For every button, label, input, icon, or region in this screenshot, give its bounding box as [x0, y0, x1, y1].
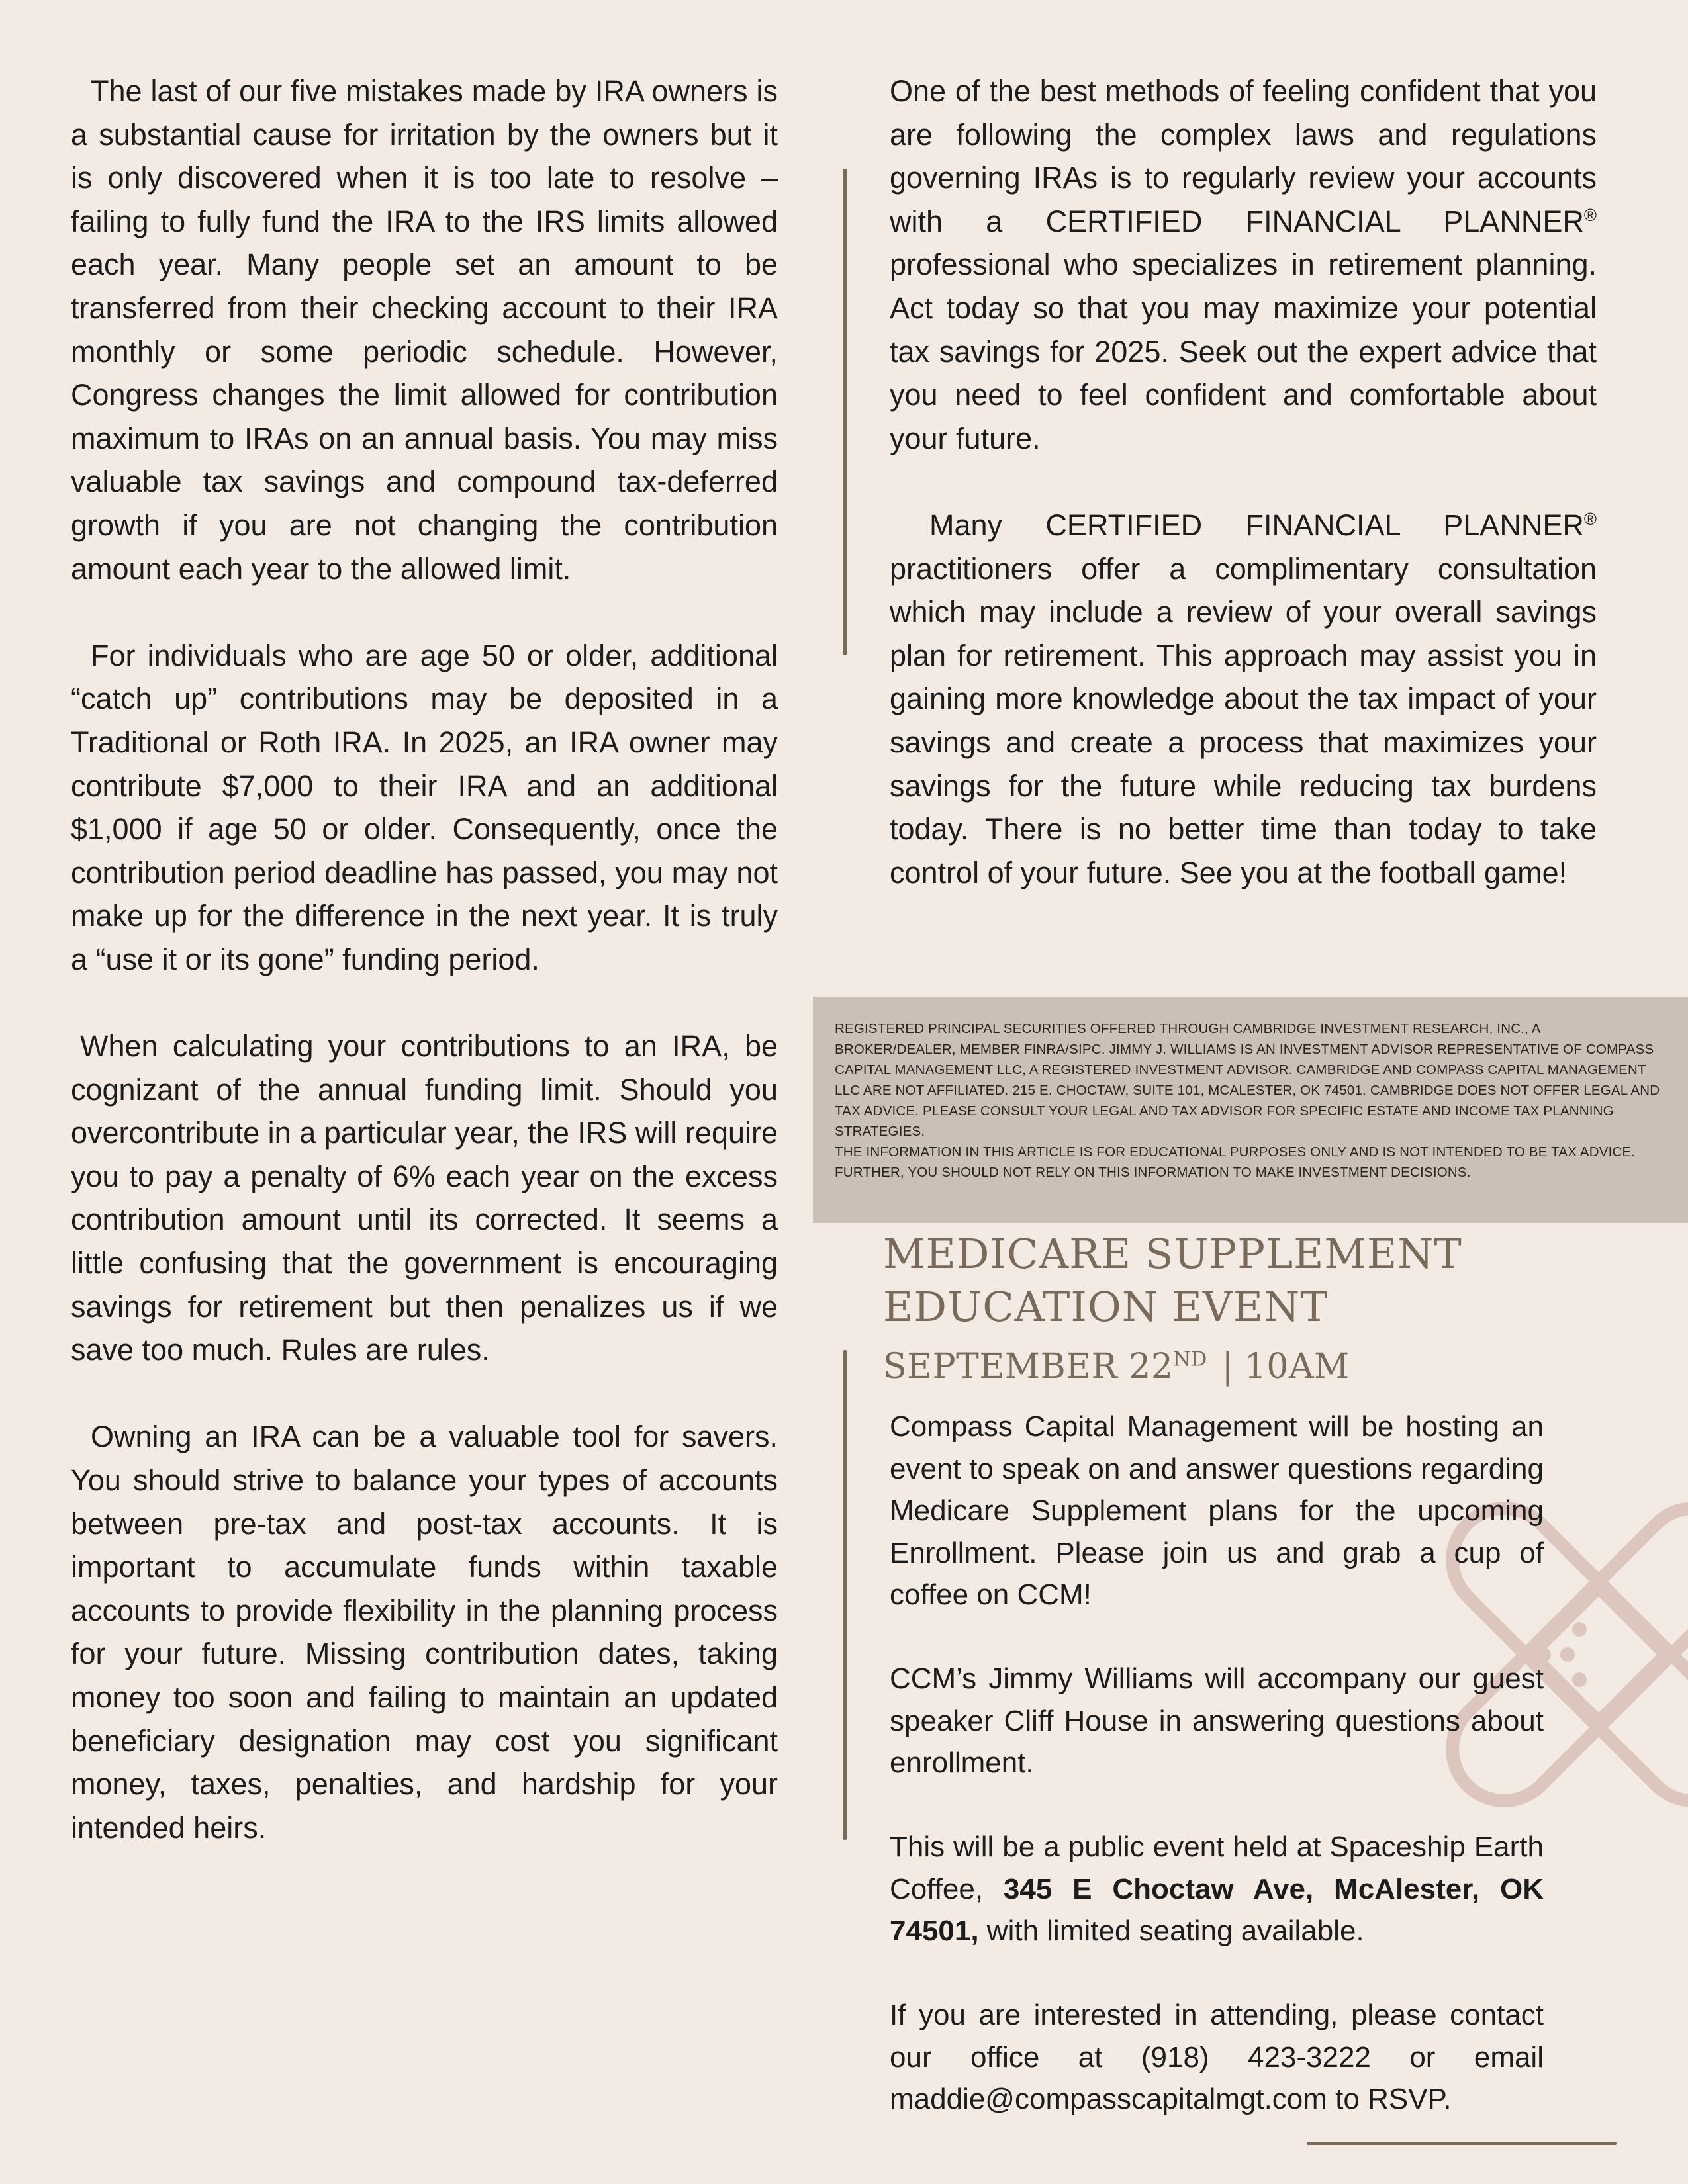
- article-paragraph-5: One of the best methods of feeling confident that you are following the complex laws and regulations governing IRAs is to regularly review your accounts with a CERTIFIED FINANCIAL PLANNER® professional who specializes in retirement planning. Act today so that you may maximize your potential tax savings for 2025. Seek out the expert advice that you need to feel confident and comfortable about your future.: [890, 74, 1597, 455]
- event-paragraph-4: If you are interested in attending, please contact our office at (918) 423-3222 or email maddie@compasscapitalmgt.com to RSVP.: [890, 1999, 1544, 2115]
- disclaimer-box: [813, 997, 1688, 1223]
- accent-bar-bottom: [843, 1350, 847, 1840]
- article-paragraph-1: The last of our five mistakes made by IRA owners is a substantial cause for irritation by the owners but it is only discovered when it is too late to resolve – failing to fully fund the IRA to the IRS limits allowed each year. Many people set an amount to be transferred from their checking account to their IRA monthly or some periodic schedule. However, Congress changes the limit allowed for contribution maximum to IRAs on an annual basis. You may miss valuable tax savings and compound tax-deferred growth if you are not changing the contribution amount each year to the allowed limit.: [71, 74, 778, 586]
- event-paragraph-1: Compass Capital Management will be hosting an event to speak on and answer questions regarding Medicare Supplement plans for the upcoming Enrollment. Please join us and grab a cup of coffee on CCM!: [890, 1410, 1544, 1611]
- event-body: [890, 1406, 1544, 2162]
- article-paragraph-2: For individuals who are age 50 or older, additional “catch up” contributions may be deposited in a Traditional or Roth IRA. In 2025, an IRA owner may contribute $7,000 to their IRA and an additional $1,000 if age 50 or older. Consequently, once the contribution period deadline has passed, you may not make up for the difference in the next year. It is truly a “use it or its gone” funding period.: [71, 638, 778, 976]
- disclaimer-text: REGISTERED PRINCIPAL SECURITIES OFFERED THROUGH CAMBRIDGE INVESTMENT RESEARCH, INC., A BROKER/DEALER, MEMBER FINRA/SIPC. JIMMY J. WILLIAMS IS AN INVESTMENT ADVISOR REPRESENTATIVE OF COMPASS CAPITAL MANAGEMENT LLC, A REGISTERED INVESTMENT ADVISOR. CAMBRIDGE AND COMPASS CAPITAL MANAGEMENT LLC ARE NOT AFFILIATED. 215 E. CHOCTAW, SUITE 101, MCALESTER, OK 74501. CAMBRIDGE DOES NOT OFFER LEGAL AND TAX ADVICE. PLEASE CONSULT YOUR LEGAL AND TAX ADVISOR FOR SPECIFIC ESTATE AND INCOME TAX PLANNING STRATEGIES.: [835, 1021, 1660, 1139]
- article-paragraph-6: Many CERTIFIED FINANCIAL PLANNER® practitioners offer a complimentary consultation which may include a review of your overall savings plan for retirement. This approach may assist you in gaining more knowledge about the tax impact of your savings and create a process that maximizes your savings for the future while reducing tax burdens today. There is no better time than today to take control of your future. See you at the football game!: [890, 508, 1597, 889]
- left-column: [71, 69, 778, 1893]
- article-paragraph-3: When calculating your contributions to an IRA, be cognizant of the annual funding limit. Should you overcontribute in a particular year, the IRS will require you to pay a penalty of 6% each year on the excess contribution amount until its corrected. It seems a little confusing that the government is encouraging savings for retirement but then penalizes us if we save too much. Rules are rules.: [71, 1029, 778, 1367]
- event-date: SEPTEMBER 22ND | 10AM: [883, 1347, 1350, 1387]
- event-paragraph-2: CCM’s Jimmy Williams will accompany our guest speaker Cliff House in answering questions about enrollment.: [890, 1662, 1544, 1779]
- event-address: 345 E Choctaw Ave, McAlester, OK 74501,: [890, 1872, 1544, 1947]
- article-paragraph-4: Owning an IRA can be a valuable tool for savers. You should strive to balance your types of accounts between pre-tax and post-tax accounts. It is important to accumulate funds within taxable accounts to provide flexibility in the planning process for your future. Missing contribution dates, taking money too soon and failing to maintain an updated beneficiary designation may cost you significant money, taxes, penalties, and hardship for your intended heirs.: [71, 1420, 778, 1844]
- disclaimer-text-2: THE INFORMATION IN THIS ARTICLE IS FOR EDUCATIONAL PURPOSES ONLY AND IS NOT INTENDED TO BE TAX ADVICE. FURTHER, YOU SHOULD NOT RELY ON THIS INFORMATION TO MAKE INVESTMENT DECISIONS.: [835, 1144, 1636, 1180]
- bottom-rule: [1307, 2142, 1617, 2145]
- right-column: [890, 69, 1597, 938]
- event-title: MEDICARE SUPPLEMENT EDUCATION EVENT: [883, 1230, 1462, 1331]
- event-paragraph-3: This will be a public event held at Spaceship Earth Coffee, 345 E Choctaw Ave, McAlester, OK 74501, with limited seating available.: [890, 1831, 1544, 1947]
- accent-bar-top: [843, 169, 847, 655]
